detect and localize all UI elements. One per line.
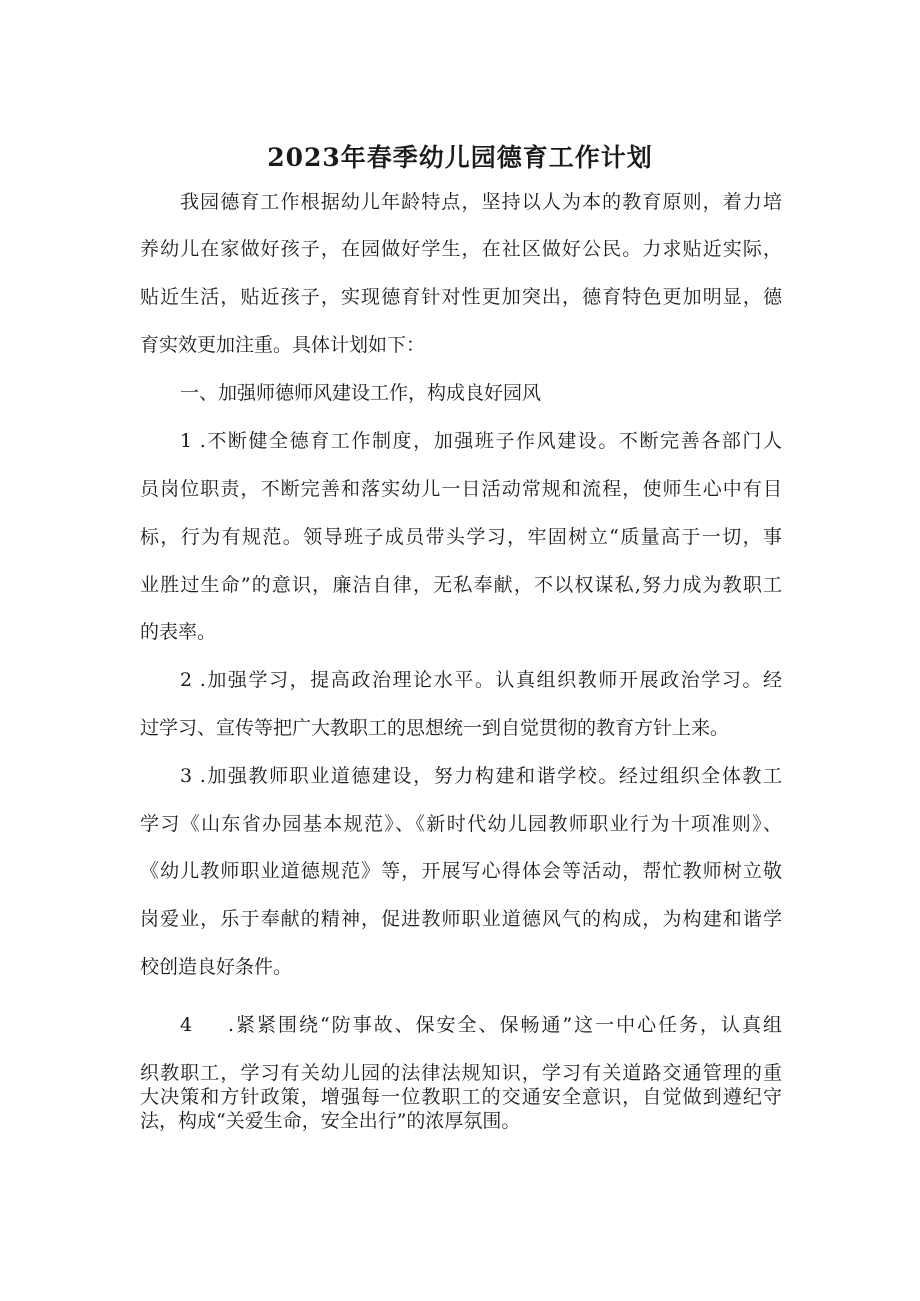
item3-line-1: 3 .加强教师职业道德建设，努力构建和谐学校。经过组织全体教工: [180, 765, 782, 787]
item4-line-3: 大决策和方针政策，增强每一位教职工的交通安全意识，自觉做到遵纪守: [140, 1086, 782, 1108]
intro-line-2: 养幼儿在家做好孩子，在园做好学生，在社区做好公民。力求贴近实际，: [140, 238, 782, 260]
item3-line-2: 学习《山东省办园基本规范》、《新时代幼儿园教师职业行为十项准则》、: [140, 813, 782, 835]
section-heading: 一、加强师德师风建设工作，构成良好园风: [180, 382, 542, 404]
document-title: 2023年春季幼儿园德育工作计划: [267, 143, 653, 172]
item4-line-2: 织教职工，学习有关幼儿园的法律法规知识，学习有关道路交通管理的重: [140, 1062, 782, 1084]
item3-line-4: 岗爱业，乐于奉献的精神，促进教师职业道德风气的构成，为构建和谐学: [140, 908, 782, 930]
intro-line-3: 贴近生活，贴近孩子，实现德育针对性更加突出，德育特色更加明显，德: [140, 286, 782, 308]
item2-line-2: 过学习、宣传等把广大教职工的思想统一到自觉贯彻的教育方针上来。: [140, 717, 730, 739]
item2-line-1: 2 .加强学习，提高政治理论水平。认真组织教师开展政治学习。经: [180, 669, 782, 691]
item1-line-2: 员岗位职责，不断完善和落实幼儿一日活动常规和流程，使师生心中有目: [140, 478, 782, 500]
intro-line-1: 我园德育工作根据幼儿年龄特点，坚持以人为本的教育原则，着力培: [180, 191, 782, 213]
intro-line-4: 育实效更加注重。具体计划如下：: [140, 334, 426, 356]
item1-line-3: 标，行为有规范。领导班子成员带头学习，牢固树立“质量高于一切，事: [140, 526, 782, 548]
item1-line-5: 的表率。: [140, 621, 217, 643]
item3-line-5: 校创造良好条件。: [140, 956, 293, 978]
item4-line-1: .紧紧围绕“防事故、保安全、保畅通”这一中心任务，认真组: [228, 1014, 782, 1036]
item1-line-4: 业胜过生命”的意识，廉洁自律，无私奉献，不以权谋私,努力成为教职工: [140, 574, 782, 596]
item3-line-3: 《幼儿教师职业道德规范》等，开展写心得体会等活动，帮忙教师树立敬: [140, 860, 782, 882]
item1-line-1: 1 .不断健全德育工作制度，加强班子作风建设。不断完善各部门人: [180, 430, 782, 452]
item4-number: 4: [180, 1014, 193, 1036]
item4-line-4: 法，构成“关爱生命，安全出行”的浓厚氛围。: [140, 1110, 521, 1132]
